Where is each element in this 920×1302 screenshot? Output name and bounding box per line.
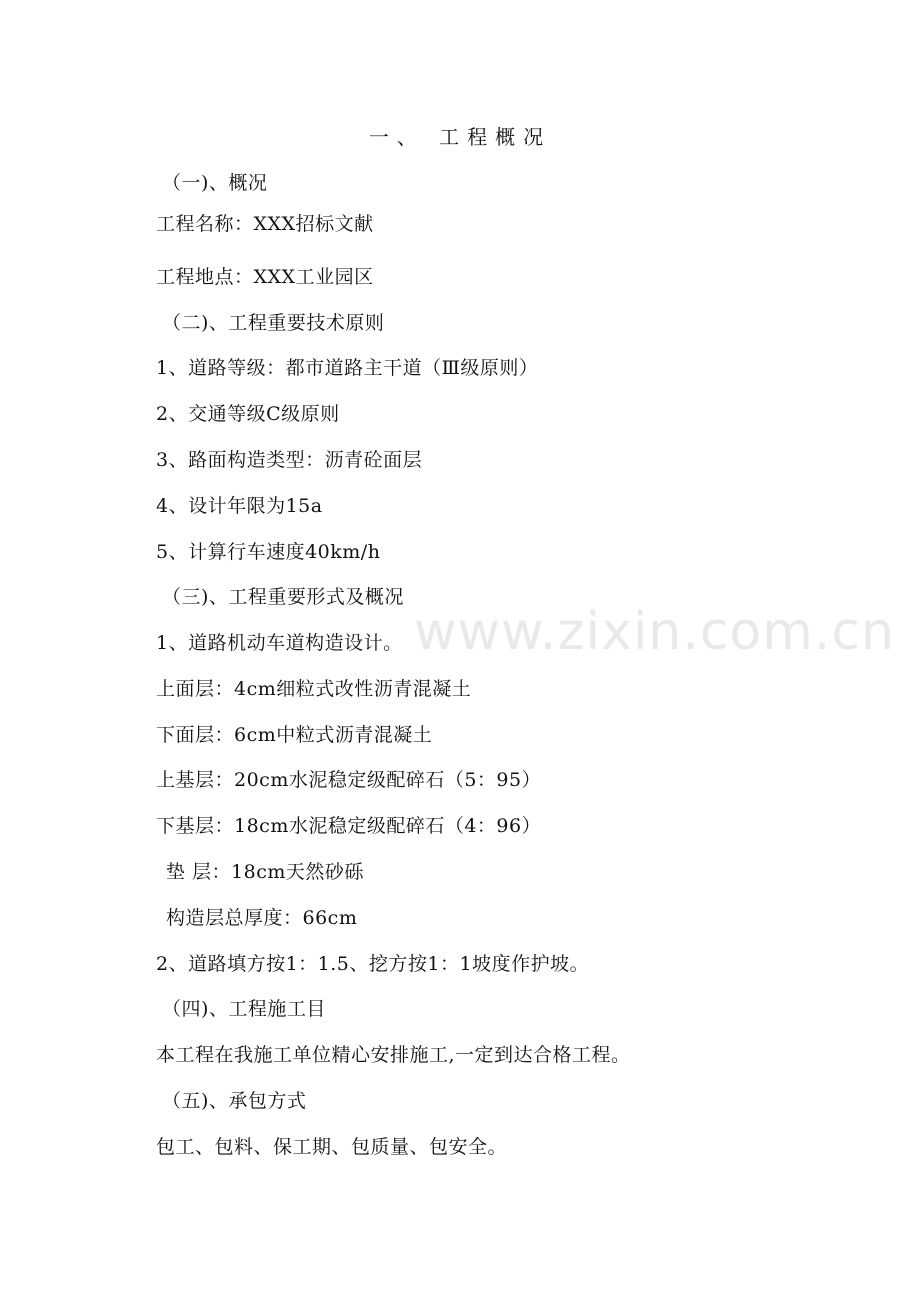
- text-line: 4、设计年限为15a: [156, 495, 323, 517]
- text-line: 3、路面构造类型：沥青砼面层: [156, 449, 423, 471]
- text-line: 垫 层：18cm天然砂砾: [166, 861, 364, 883]
- text-line: 上基层：20cm水泥稳定级配碎石（5：95）: [156, 769, 542, 791]
- text-line: 包工、包料、保工期、包质量、包安全。: [156, 1136, 508, 1158]
- text-line: 2、道路填方按1：1.5、挖方按1：1坡度作护坡。: [156, 953, 590, 975]
- project-location: 工程地点：XXX工业园区: [156, 266, 374, 288]
- text-line: 1、道路等级：都市道路主干道（Ⅲ级原则）: [156, 357, 539, 379]
- text-line: 下基层：18cm水泥稳定级配碎石（4：96）: [156, 815, 542, 837]
- project-name: 工程名称：XXX招标文献: [156, 213, 374, 235]
- subsection-heading: （四)、工程施工目: [162, 998, 326, 1020]
- text-line: 构造层总厚度：66cm: [166, 907, 358, 929]
- text-line: 下面层：6cm中粒式沥青混凝土: [156, 724, 433, 746]
- section-title: 一、 工程概况: [368, 125, 552, 149]
- text-line: 1、道路机动车道构造设计。: [156, 632, 403, 654]
- watermark: www.zixin.com.cn: [414, 602, 895, 662]
- subsection-heading: （一)、概况: [162, 172, 268, 194]
- text-line: 2、交通等级C级原则: [156, 403, 340, 425]
- text-line: 本工程在我施工单位精心安排施工,一定到达合格工程。: [156, 1044, 631, 1066]
- subsection-heading: （三)、工程重要形式及概况: [162, 586, 404, 608]
- subsection-heading: （二)、工程重要技术原则: [162, 312, 385, 334]
- text-line: 上面层：4cm细粒式改性沥青混凝土: [156, 678, 472, 700]
- subsection-heading: （五)、承包方式: [162, 1090, 307, 1112]
- text-line: 5、计算行车速度40km/h: [156, 541, 381, 563]
